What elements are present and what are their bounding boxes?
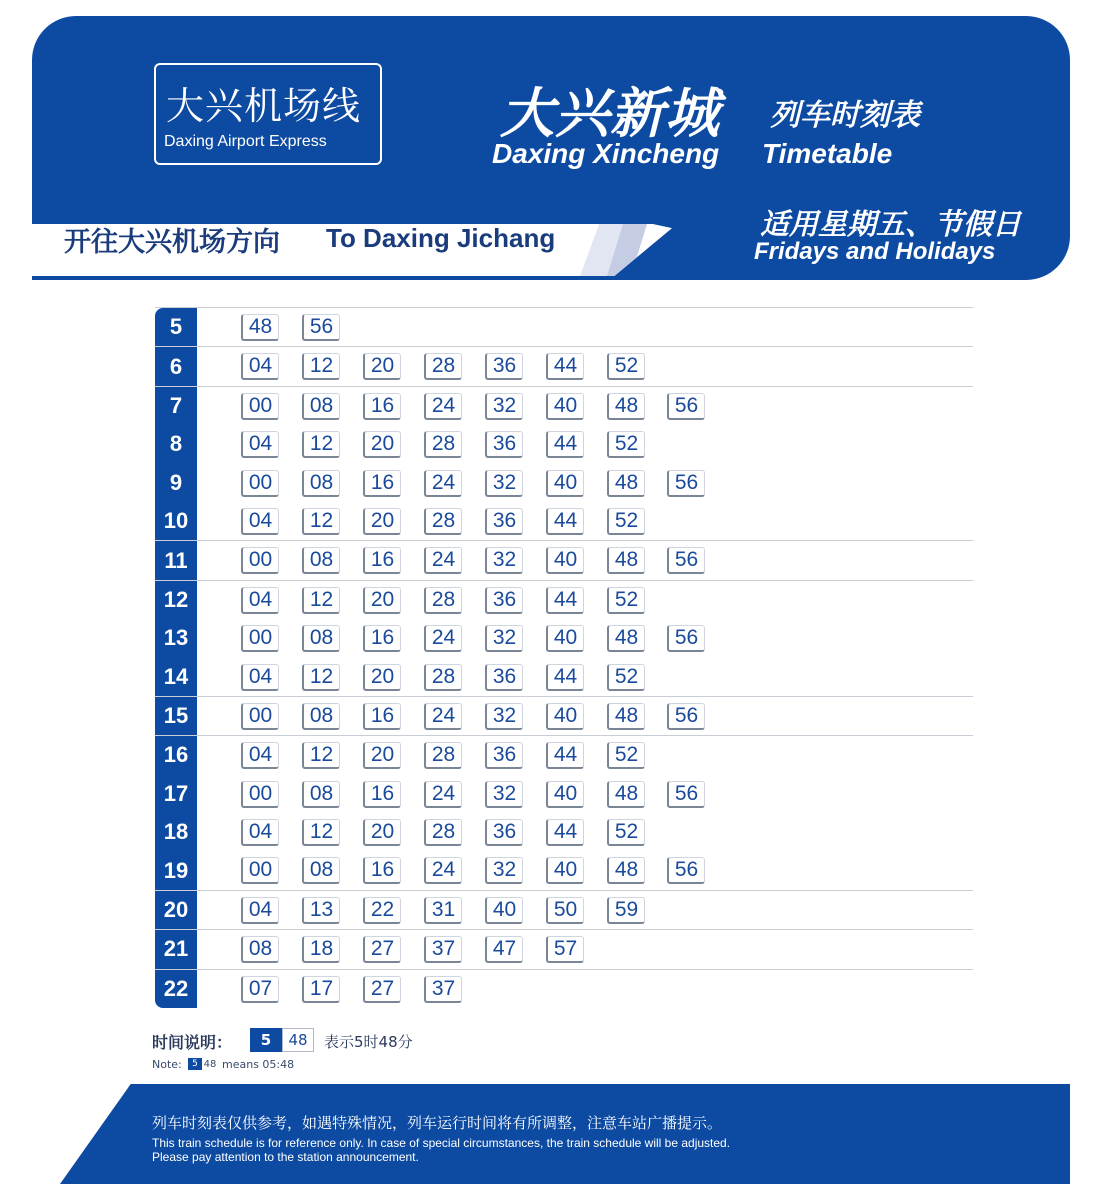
schedule-row (155, 696, 973, 735)
hour-cell: 18 (155, 813, 197, 851)
minute-cell: 08 (302, 703, 340, 730)
minute-cell: 40 (546, 470, 584, 497)
station-name-en: Daxing Xincheng (492, 138, 720, 169)
timetable-label-en: Timetable (762, 138, 893, 169)
hour-cell: 16 (155, 736, 197, 774)
minute-cell: 56 (667, 393, 705, 420)
minute-cell: 32 (485, 470, 523, 497)
note-example-minute: 48 (282, 1028, 314, 1052)
minute-cell: 16 (363, 703, 401, 730)
minute-cell: 04 (241, 897, 279, 924)
minute-cell: 48 (607, 470, 645, 497)
minute-cell: 20 (363, 742, 401, 769)
minute-cell: 20 (363, 431, 401, 458)
note-example-hour: 5 (250, 1028, 282, 1052)
note-text-en: means 05:48 (222, 1058, 295, 1071)
schedule-row (155, 619, 973, 657)
minute-cell: 32 (485, 625, 523, 652)
minute-cell: 04 (241, 353, 279, 380)
minute-cell: 56 (667, 781, 705, 808)
schedule-row (155, 851, 973, 889)
minute-cell: 56 (667, 625, 705, 652)
footer-text-en-2: Please pay attention to the station announcement. (152, 1150, 419, 1164)
minute-cell: 37 (424, 936, 462, 963)
minute-cell: 00 (241, 857, 279, 884)
footer-text-en: This train schedule is for reference only. In case of special circumstances, the train schedule will be adjusted. (152, 1136, 731, 1150)
hour-cell: 9 (155, 464, 197, 502)
minute-cell: 12 (302, 664, 340, 691)
timetable-label-cn: 列车时刻表 (770, 98, 920, 133)
minute-cell: 24 (424, 857, 462, 884)
minute-cell: 00 (241, 703, 279, 730)
minute-cell: 32 (485, 393, 523, 420)
minute-cell: 28 (424, 664, 462, 691)
minute-cell: 04 (241, 587, 279, 614)
schedule-row (155, 425, 973, 463)
line-name-en: Daxing Airport Express (164, 133, 327, 150)
hour-cell: 22 (155, 970, 197, 1008)
minute-cell: 44 (546, 353, 584, 380)
note-label-en: Note: (152, 1058, 182, 1071)
minute-cell: 31 (424, 897, 462, 924)
minute-cell: 12 (302, 353, 340, 380)
hour-cell: 7 (155, 387, 197, 425)
service-days-cn: 适用星期五、节假日 (760, 207, 1022, 241)
minute-cell: 00 (241, 625, 279, 652)
minute-cell: 20 (363, 353, 401, 380)
minute-cell: 48 (607, 547, 645, 574)
hour-cell: 10 (155, 502, 197, 540)
minute-cell: 44 (546, 742, 584, 769)
schedule-row (155, 386, 973, 425)
minute-cell: 24 (424, 393, 462, 420)
minute-cell: 24 (424, 470, 462, 497)
minute-cell: 00 (241, 470, 279, 497)
minute-cell: 48 (607, 781, 645, 808)
hour-cell: 8 (155, 425, 197, 463)
minute-cell: 44 (546, 819, 584, 846)
minute-cell: 52 (607, 431, 645, 458)
minute-cell: 12 (302, 587, 340, 614)
minute-cell: 52 (607, 819, 645, 846)
minute-cell: 16 (363, 393, 401, 420)
minute-cell: 08 (302, 393, 340, 420)
timetable-grid (155, 308, 973, 1008)
minute-cell: 04 (241, 819, 279, 846)
minute-cell: 28 (424, 819, 462, 846)
minute-cell: 28 (424, 742, 462, 769)
minute-cell: 13 (302, 897, 340, 924)
minute-cell: 04 (241, 742, 279, 769)
minute-cell: 57 (546, 936, 584, 963)
schedule-row (155, 580, 973, 619)
minute-cell: 00 (241, 547, 279, 574)
note-text-cn: 表示5时48分 (324, 1033, 413, 1051)
schedule-row (155, 658, 973, 696)
table-top-rule (155, 307, 973, 308)
hour-cell: 21 (155, 930, 197, 968)
minute-cell: 16 (363, 547, 401, 574)
minute-cell: 52 (607, 353, 645, 380)
minute-cell: 48 (607, 857, 645, 884)
minute-cell: 48 (607, 703, 645, 730)
minute-cell: 44 (546, 587, 584, 614)
schedule-row (155, 735, 973, 774)
minute-cell: 59 (607, 897, 645, 924)
minute-cell: 36 (485, 431, 523, 458)
minute-cell: 12 (302, 819, 340, 846)
schedule-row (155, 502, 973, 540)
minute-cell: 28 (424, 431, 462, 458)
minute-cell: 52 (607, 664, 645, 691)
minute-cell: 56 (667, 857, 705, 884)
minute-cell: 56 (667, 470, 705, 497)
service-days-en: Fridays and Holidays (754, 238, 996, 265)
note-label-cn: 时间说明： (152, 1033, 233, 1052)
minute-cell: 44 (546, 431, 584, 458)
minute-cell: 36 (485, 587, 523, 614)
minute-cell: 16 (363, 625, 401, 652)
minute-cell: 08 (302, 547, 340, 574)
minute-cell: 44 (546, 664, 584, 691)
minute-cell: 40 (546, 781, 584, 808)
minute-cell: 56 (302, 314, 340, 341)
hour-cell: 11 (155, 541, 197, 579)
minute-cell: 36 (485, 353, 523, 380)
footer-panel (60, 1084, 1070, 1184)
hour-cell: 14 (155, 658, 197, 696)
minute-cell: 07 (241, 976, 279, 1003)
minute-cell: 08 (302, 781, 340, 808)
direction-en: To Daxing Jichang (326, 223, 556, 253)
minute-cell: 37 (424, 976, 462, 1003)
line-name-cn: 大兴机场线 (166, 84, 362, 128)
note-en-example-minute: 48 (203, 1058, 217, 1070)
minute-cell: 56 (667, 547, 705, 574)
direction-cn: 开往大兴机场方向 (64, 227, 280, 258)
schedule-row (155, 775, 973, 813)
schedule-row (155, 308, 973, 346)
minute-cell: 36 (485, 508, 523, 535)
minute-cell: 48 (607, 625, 645, 652)
header-panel (32, 16, 1070, 280)
minute-cell: 40 (546, 547, 584, 574)
minute-cell: 12 (302, 508, 340, 535)
hour-cell: 6 (155, 347, 197, 385)
minute-cell: 40 (546, 625, 584, 652)
schedule-row (155, 813, 973, 851)
schedule-row (155, 969, 973, 1008)
minute-cell: 32 (485, 703, 523, 730)
minute-cell: 27 (363, 936, 401, 963)
minute-cell: 50 (546, 897, 584, 924)
minute-cell: 36 (485, 742, 523, 769)
minute-cell: 36 (485, 819, 523, 846)
minute-cell: 52 (607, 508, 645, 535)
minute-cell: 24 (424, 625, 462, 652)
minute-cell: 52 (607, 742, 645, 769)
minute-cell: 28 (424, 508, 462, 535)
schedule-row (155, 540, 973, 579)
minute-cell: 40 (546, 857, 584, 884)
hour-cell: 15 (155, 697, 197, 735)
hour-cell: 12 (155, 581, 197, 619)
minute-cell: 08 (241, 936, 279, 963)
minute-cell: 20 (363, 664, 401, 691)
minute-cell: 32 (485, 857, 523, 884)
minute-cell: 08 (302, 625, 340, 652)
minute-cell: 16 (363, 857, 401, 884)
minute-cell: 40 (546, 703, 584, 730)
minute-cell: 27 (363, 976, 401, 1003)
hour-cell: 13 (155, 619, 197, 657)
minute-cell: 16 (363, 781, 401, 808)
minute-cell: 17 (302, 976, 340, 1003)
minute-cell: 24 (424, 547, 462, 574)
minute-cell: 48 (241, 314, 279, 341)
minute-cell: 12 (302, 742, 340, 769)
minute-cell: 52 (607, 587, 645, 614)
minute-cell: 24 (424, 703, 462, 730)
minute-cell: 00 (241, 393, 279, 420)
minute-cell: 56 (667, 703, 705, 730)
minute-cell: 04 (241, 508, 279, 535)
station-name-cn: 大兴新城 (500, 82, 720, 145)
minute-cell: 40 (485, 897, 523, 924)
minute-cell: 12 (302, 431, 340, 458)
minute-cell: 28 (424, 353, 462, 380)
footer-text-cn: 列车时刻表仅供参考，如遇特殊情况，列车运行时间将有所调整，注意车站广播提示。 (152, 1114, 723, 1132)
minute-cell: 18 (302, 936, 340, 963)
minute-cell: 20 (363, 819, 401, 846)
minute-cell: 00 (241, 781, 279, 808)
minute-cell: 08 (302, 857, 340, 884)
minute-cell: 40 (546, 393, 584, 420)
minute-cell: 32 (485, 547, 523, 574)
minute-cell: 08 (302, 470, 340, 497)
minute-cell: 47 (485, 936, 523, 963)
note-en-example-hour: 5 (188, 1058, 202, 1070)
minute-cell: 44 (546, 508, 584, 535)
hour-cell: 17 (155, 775, 197, 813)
minute-cell: 04 (241, 431, 279, 458)
minute-cell: 22 (363, 897, 401, 924)
line-badge (154, 63, 382, 165)
minute-cell: 20 (363, 587, 401, 614)
hour-cell: 5 (155, 308, 197, 346)
schedule-row (155, 890, 973, 929)
minute-cell: 24 (424, 781, 462, 808)
minute-cell: 36 (485, 664, 523, 691)
minute-cell: 16 (363, 470, 401, 497)
schedule-row (155, 464, 973, 502)
minute-cell: 28 (424, 587, 462, 614)
schedule-row (155, 929, 973, 968)
minute-cell: 32 (485, 781, 523, 808)
hour-cell: 19 (155, 851, 197, 889)
minute-cell: 20 (363, 508, 401, 535)
minute-cell: 04 (241, 664, 279, 691)
minute-cell: 48 (607, 393, 645, 420)
hour-cell: 20 (155, 891, 197, 929)
schedule-row (155, 346, 973, 385)
